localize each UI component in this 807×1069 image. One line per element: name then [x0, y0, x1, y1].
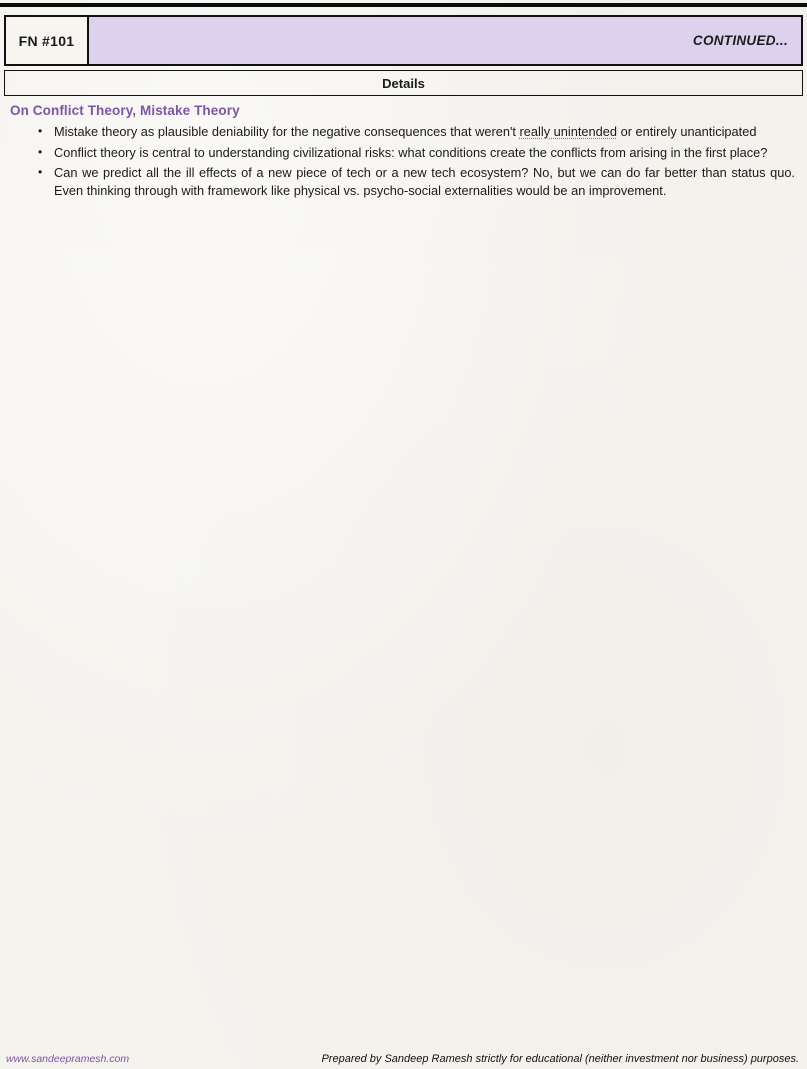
- disclaimer-text: Prepared by Sandeep Ramesh strictly for educational (neither investment nor business) purposes.: [321, 1053, 799, 1065]
- details-bar: [4, 70, 803, 96]
- details-label: Details: [382, 75, 425, 91]
- continued-label: CONTINUED...: [692, 33, 788, 48]
- content-area: [10, 103, 795, 202]
- website-link[interactable]: www.sandeepramesh.com: [6, 1053, 130, 1065]
- bullet-text: or entirely unanticipated: [617, 124, 757, 139]
- footnote-number-label: FN #101: [18, 32, 75, 49]
- flagged-phrase: really unintended: [519, 124, 618, 139]
- bullet-item: [38, 144, 795, 162]
- bullet-text: Mistake theory as plausible deniability for the negative consequences that weren't: [54, 124, 520, 139]
- bullet-text: Can we predict all the ill effects of a new piece of tech or a new tech ecosystem? No, but we can do far better than status quo. Even thinking through with framework like physical vs. psycho-social externalities would be an improvement.: [54, 165, 795, 198]
- top-border-rule: [0, 3, 807, 7]
- section-title: On Conflict Theory, Mistake Theory: [10, 103, 240, 118]
- bullet-item: [38, 123, 795, 141]
- continued-banner: [89, 15, 803, 66]
- footnote-number-box: [4, 15, 89, 66]
- bullet-item: [38, 164, 795, 199]
- bullet-text: Conflict theory is central to understanding civilizational risks: what conditions create the conflicts from arising in the first place?: [54, 144, 768, 160]
- header-row: [4, 15, 803, 66]
- bullet-list: [38, 123, 795, 199]
